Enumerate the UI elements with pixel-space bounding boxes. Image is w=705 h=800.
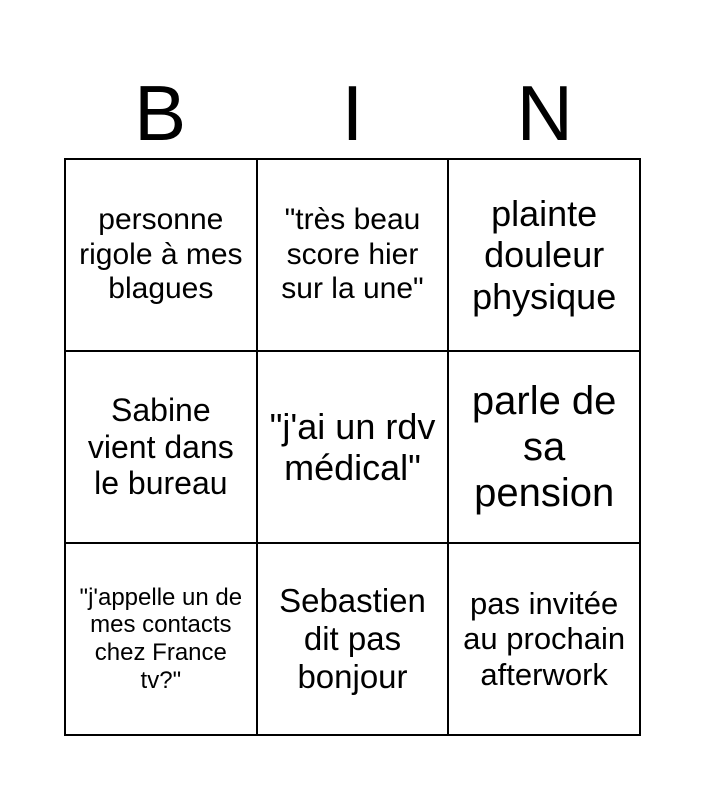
bingo-cell-r1-c1[interactable] xyxy=(66,160,258,352)
bingo-cell-r1-c3[interactable] xyxy=(449,160,641,352)
bingo-cell-r1-c2[interactable] xyxy=(258,160,450,352)
bingo-cell-text: personne rigole à mes blagues xyxy=(79,203,243,306)
bingo-cell-text: pas invitée au prochain afterwork xyxy=(463,585,626,692)
bingo-cell-text: "très beau score hier sur la une" xyxy=(281,203,424,306)
header-letter-n: N xyxy=(516,69,573,157)
bingo-cell-r3-c2[interactable] xyxy=(258,544,450,736)
header-letter-i: I xyxy=(341,69,364,157)
bingo-cell-r2-c1[interactable] xyxy=(66,352,258,544)
bingo-cell-text: Sabine vient dans le bureau xyxy=(87,391,234,502)
bingo-cell-r3-c3[interactable] xyxy=(449,544,641,736)
bingo-cell-text: plainte douleur physique xyxy=(472,192,617,317)
bingo-cell-text: parle de sa pension xyxy=(471,379,617,515)
bingo-cell-text: Sebastien dit pas bonjour xyxy=(279,582,426,695)
bingo-cell-r3-c1[interactable] xyxy=(66,544,258,736)
bingo-header xyxy=(64,70,641,156)
header-letter-b: B xyxy=(134,69,187,157)
bingo-grid xyxy=(64,158,641,736)
bingo-cell-r2-c3[interactable] xyxy=(449,352,641,544)
bingo-cell-text: "j'ai un rdv médical" xyxy=(269,405,436,488)
bingo-cell-r2-c2[interactable] xyxy=(258,352,450,544)
bingo-cell-text: "j'appelle un de mes contacts chez France tv?" xyxy=(79,583,243,694)
